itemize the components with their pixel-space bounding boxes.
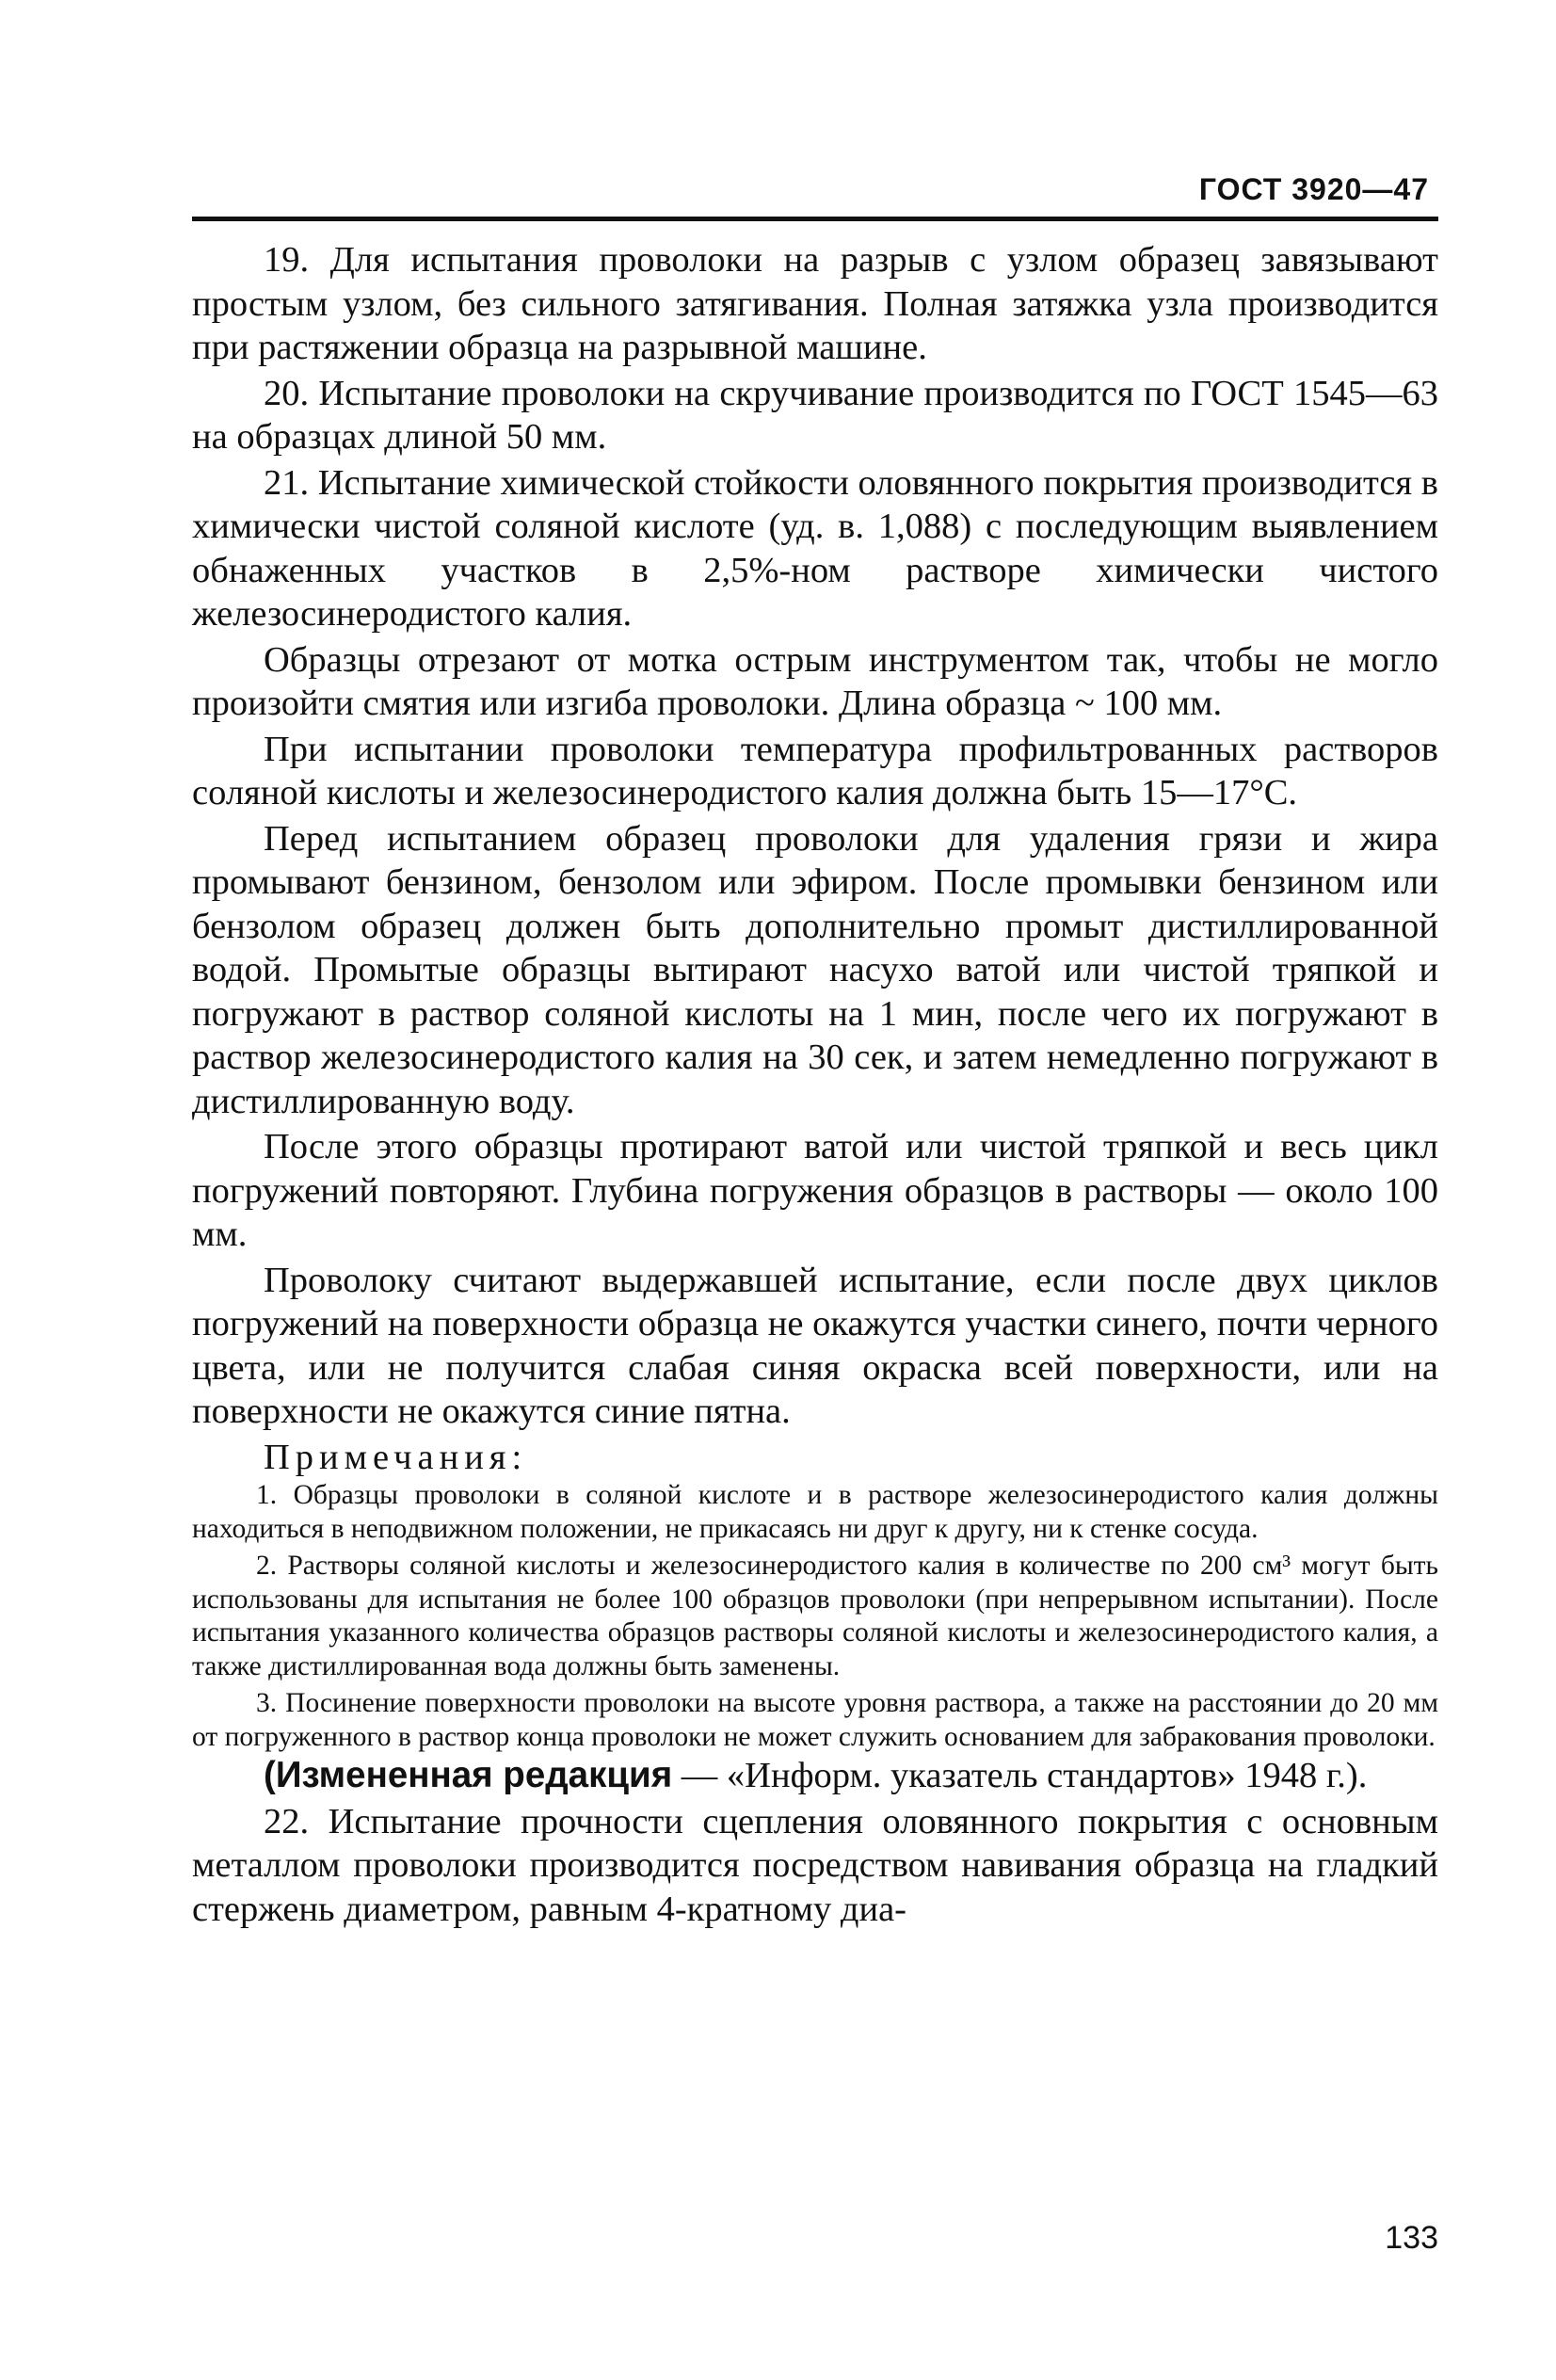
notes-list	[192, 1479, 1438, 1754]
document-header: ГОСТ 3920—47	[1198, 172, 1429, 206]
note-item: 1. Образцы проволоки в соляной кислоте и в растворе железосинеродистого калия должны находиться в неподвижном положении, не прикасаясь ни друг к другу, ни к стенке сосуда.	[192, 1480, 1438, 1544]
paragraph-samples: Образцы отрезают от мотка острым инструментом так, чтобы не могло произойти смятия или изгиба проволоки. Длина образца ~ 100 мм.	[192, 639, 1438, 723]
paragraph-cleaning: Перед испытанием образец проволоки для удаления грязи и жира промывают бензином, бензолом или эфиром. После промывки бензином или бензолом образец должен быть дополнительно промыт дистиллированной водой. Промытые образцы вытирают насухо ватой или чистой тряпкой и погружают в раствор соляной кислоты на 1 мин, после чего их погружают в раствор железосинеродистого калия на 30 сек, и затем немедленно погружают в дистиллированную воду.	[192, 818, 1438, 1121]
paragraph-cycle: После этого образцы протирают ватой или чистой тряпкой и весь цикл погружений повторяют. Глубина погружения образцов в растворы — около 100 мм.	[192, 1127, 1438, 1254]
paragraph-21: 21. Испытание химической стойкости оловянного покрытия производится в химически чистой соляной кислоте (уд. в. 1,088) с последующим выявлением обнаженных участков в 2,5%-ном растворе химически чистого железосинеродистого калия.	[192, 462, 1438, 634]
body-text	[192, 238, 1438, 1931]
amendment-note	[192, 1754, 1438, 1798]
amendment-label: (Измененная редакция	[264, 1755, 673, 1795]
header-rule	[192, 217, 1438, 221]
paragraph-acceptance: Проволоку считают выдержавшей испытание, если после двух циклов погружений на поверхности образца не окажутся участки синего, почти черного цвета, или не получится слабая синяя окраска всей поверхности, или на поверхности не окажутся синие пятна.	[192, 1260, 1438, 1431]
document-page	[192, 169, 1438, 1931]
notes-title: Примечания:	[264, 1437, 528, 1477]
paragraph-19: 19. Для испытания проволоки на разрыв с узлом образец завязывают простым узлом, без сильного затягивания. Полная затяжка узла производится при растяжении образца на разрывной машине.	[192, 240, 1438, 367]
amendment-source: — «Информ. указатель стандартов» 1948 г.).	[672, 1756, 1368, 1795]
paragraph-22: 22. Испытание прочности сцепления оловянного покрытия с основным металлом проволоки производится посредством навивания образца на гладкий стержень диаметром, равным 4-кратному диа-	[192, 1801, 1438, 1929]
note-item: 2. Растворы соляной кислоты и железосинеродистого калия в количестве по 200 см³ могут быть использованы для испытания не более 100 образцов проволоки (при непрерывном испытании). После испытания указанного количества образцов растворы соляной кислоты и железосинеродистого калия, а также дистиллированная вода должны быть заменены.	[192, 1551, 1438, 1681]
paragraph-20: 20. Испытание проволоки на скручивание производится по ГОСТ 1545—63 на образцах длиной 50 мм.	[192, 373, 1438, 457]
note-item: 3. Посинение поверхности проволоки на высоте уровня раствора, а также на расстоянии до 20 мм от погруженного в раствор конца проволоки не может служить основанием для забракования проволоки.	[192, 1688, 1438, 1752]
page-number: 133	[1385, 2220, 1438, 2256]
paragraph-temperature: При испытании проволоки температура профильтрованных растворов соляной кислоты и железосинеродистого калия должна быть 15—17°С.	[192, 729, 1438, 812]
